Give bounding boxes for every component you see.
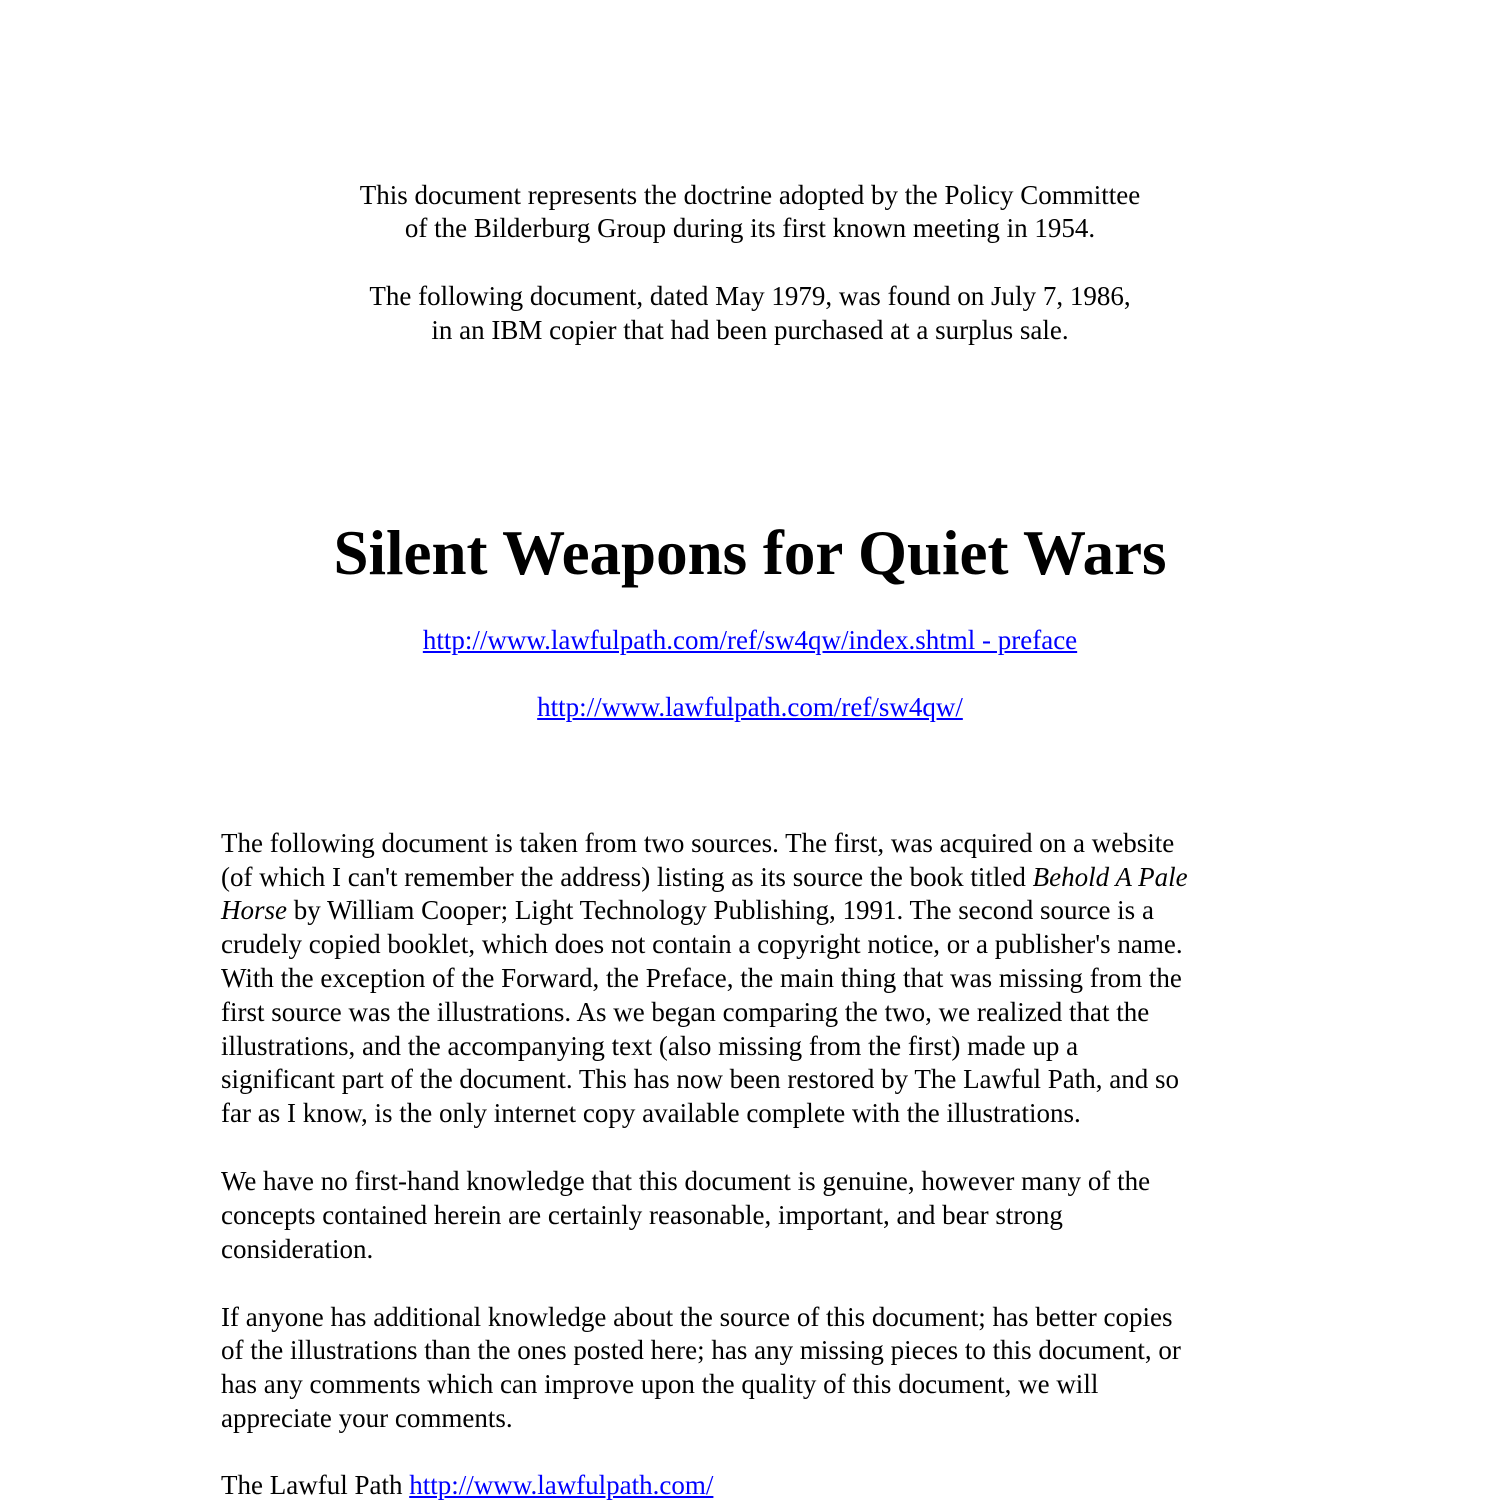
preface-link[interactable]: http://www.lawfulpath.com/ref/sw4qw/index.shtml - preface — [422, 625, 1078, 655]
intro-line: in an IBM copier that had been purchased at a surplus sale. — [431, 315, 1069, 345]
paragraph-line: If anyone has additional knowledge about the source of this document; has better copies — [221, 1302, 1173, 1332]
paragraph-line: of the illustrations than the ones posted here; has any missing pieces to this document, or — [221, 1335, 1181, 1365]
lawfulpath-link[interactable]: http://www.lawfulpath.com/ — [409, 1470, 714, 1500]
paragraph-line: crudely copied booklet, which does not contain a copyright notice, or a publisher's name. — [221, 929, 1183, 959]
intro-line: of the Bilderburg Group during its first known meeting in 1954. — [404, 213, 1096, 243]
text: (of which I can't remember the address) listing as its source the book titled — [221, 862, 1033, 892]
paragraph-line: With the exception of the Forward, the Preface, the main thing that was missing from the — [221, 963, 1182, 993]
paragraph-line: first source was the illustrations. As we began comparing the two, we realized that the — [221, 997, 1150, 1027]
footer-label: The Lawful Path — [221, 1470, 410, 1500]
footer-line — [221, 1468, 713, 1502]
paragraph-line: consideration. — [221, 1234, 374, 1264]
book-title: Horse — [221, 895, 287, 925]
paragraph-line: far as I know, is the only internet copy available complete with the illustrations. — [221, 1098, 1081, 1128]
paragraph-line: significant part of the document. This has now been restored by The Lawful Path, and so — [221, 1064, 1180, 1094]
paragraph-line: illustrations, and the accompanying text (also missing from the first) made up a — [221, 1031, 1079, 1061]
intro-line: This document represents the doctrine adopted by the Policy Committee — [359, 180, 1141, 210]
paragraph-line: The following document is taken from two sources. The first, was acquired on a website — [221, 828, 1175, 858]
book-title: Behold A Pale — [1032, 862, 1188, 892]
paragraph-line — [221, 860, 1188, 894]
source-link-row — [0, 690, 1500, 724]
paragraph-line: concepts contained herein are certainly reasonable, important, and bear strong — [221, 1200, 1063, 1230]
paragraph-line: We have no first-hand knowledge that this document is genuine, however many of the — [221, 1166, 1151, 1196]
preface-link-row — [0, 623, 1500, 657]
document-title: Silent Weapons for Quiet Wars — [333, 518, 1167, 588]
source-link[interactable]: http://www.lawfulpath.com/ref/sw4qw/ — [537, 692, 963, 722]
intro-line: The following document, dated May 1979, was found on July 7, 1986, — [369, 281, 1131, 311]
text: by William Cooper; Light Technology Publishing, 1991. The second source is a — [287, 895, 1154, 925]
paragraph-line: appreciate your comments. — [221, 1403, 513, 1433]
paragraph-line — [221, 893, 1154, 927]
paragraph-line: has any comments which can improve upon the quality of this document, we will — [221, 1369, 1099, 1399]
